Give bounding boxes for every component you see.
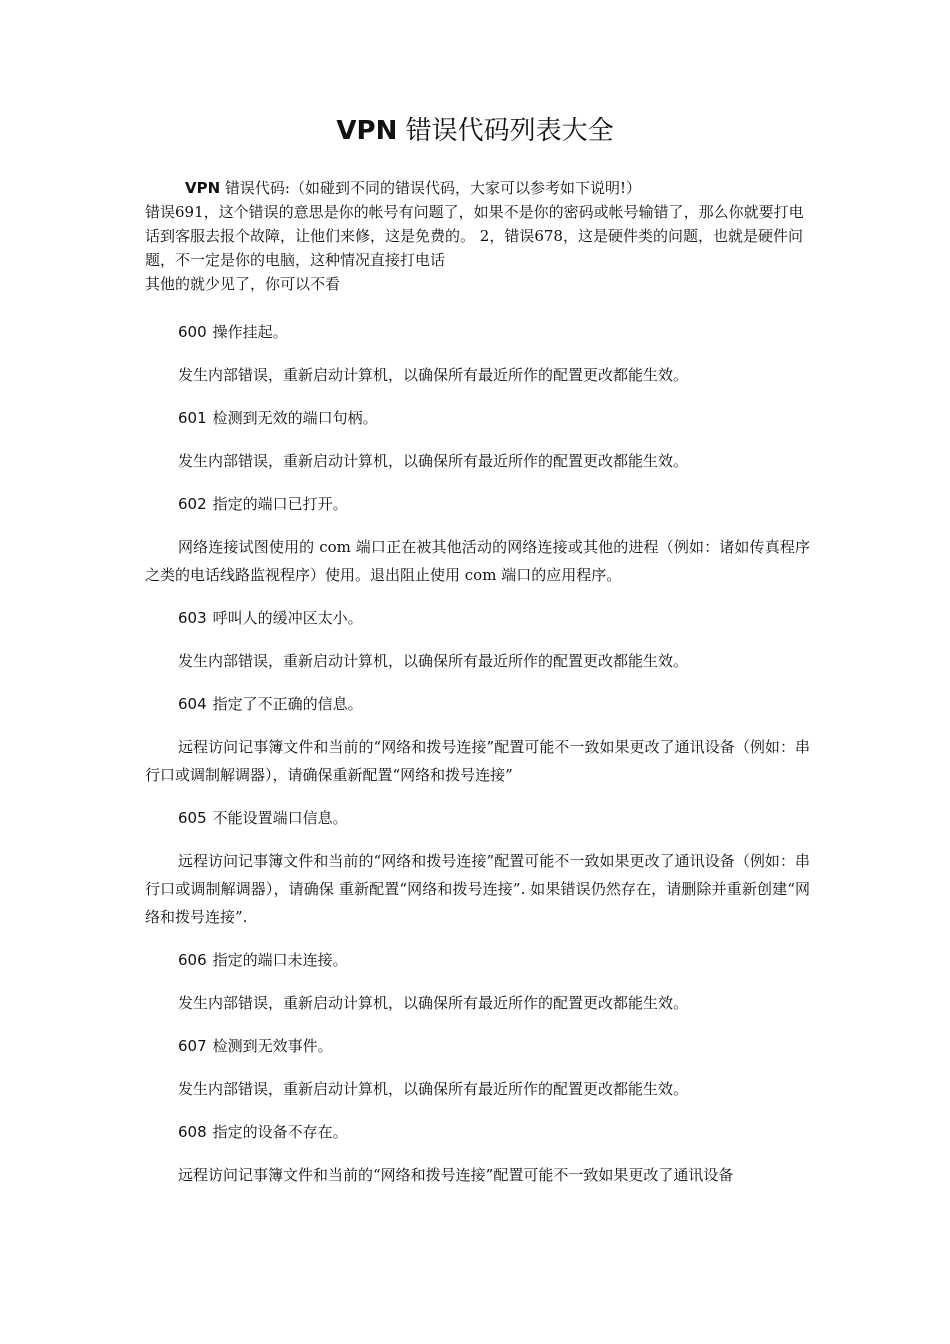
intro-section	[145, 176, 810, 296]
error-description: 发生内部错误，重新启动计算机，以确保所有最近所作的配置更改都能生效。	[178, 652, 689, 670]
error-description: 远程访问记事簿文件和当前的“网络和拨号连接”配置可能不一致如果更改了通讯设备	[178, 1166, 734, 1184]
error-description: 远程访问记事簿文件和当前的“网络和拨号连接”配置可能不一致如果更改了通讯设备（例如：串行口或调制解调器），请确保 重新配置“网络和拨号连接”. 如果错误仍然存在，请删除并重新创建“网络和拨号连接”.	[145, 852, 810, 926]
error-code-heading	[145, 490, 810, 518]
error-code: 604	[178, 695, 207, 713]
error-code: 605	[178, 809, 207, 827]
intro-lead-text: 错误代码:（如碰到不同的错误代码，大家可以参考如下说明!）	[220, 179, 642, 197]
error-code-heading	[145, 1118, 810, 1146]
error-code: 600	[178, 323, 207, 341]
error-description: 远程访问记事簿文件和当前的“网络和拨号连接”配置可能不一致如果更改了通讯设备（例如：串行口或调制解调器），请确保重新配置“网络和拨号连接”	[145, 738, 810, 784]
error-name: 操作挂起。	[212, 323, 288, 341]
error-description: 发生内部错误，重新启动计算机，以确保所有最近所作的配置更改都能生效。	[178, 1080, 689, 1098]
intro-tail: 其他的就少见了，你可以不看	[145, 275, 341, 293]
error-code: 601	[178, 409, 207, 427]
error-code: 606	[178, 951, 207, 969]
error-code-heading	[145, 404, 810, 432]
intro-lead-latin: VPN	[185, 179, 221, 197]
error-description: 发生内部错误，重新启动计算机，以确保所有最近所作的配置更改都能生效。	[178, 366, 689, 384]
intro-body: 错误691，这个错误的意思是你的帐号有问题了，如果不是你的密码或帐号输错了，那么你就要打电话到客服去报个故障，让他们来修，这是免费的。 2，错误678，这是硬件类的问题，也就是硬件问题，不一定是你的电脑，这种情况直接打电话	[145, 203, 804, 269]
error-code-heading	[145, 946, 810, 974]
error-code-heading	[145, 1032, 810, 1060]
error-name: 指定的设备不存在。	[212, 1123, 348, 1141]
error-code-heading	[145, 804, 810, 832]
title-text: 错误代码列表大全	[397, 116, 614, 146]
document-title	[0, 112, 950, 150]
error-description: 发生内部错误，重新启动计算机，以确保所有最近所作的配置更改都能生效。	[178, 452, 689, 470]
error-name: 指定了不正确的信息。	[212, 695, 363, 713]
error-name: 指定的端口未连接。	[212, 951, 348, 969]
error-code-heading	[145, 318, 810, 346]
error-code: 607	[178, 1037, 207, 1055]
error-name: 检测到无效事件。	[212, 1037, 333, 1055]
error-code: 603	[178, 609, 207, 627]
error-name: 检测到无效的端口句柄。	[212, 409, 378, 427]
error-description: 发生内部错误，重新启动计算机，以确保所有最近所作的配置更改都能生效。	[178, 994, 689, 1012]
error-code: 602	[178, 495, 207, 513]
error-code-list	[145, 318, 810, 1204]
title-latin: VPN	[336, 116, 398, 146]
error-description: 网络连接试图使用的 com 端口正在被其他活动的网络连接或其他的进程（例如：诸如传真程序之类的电话线路监视程序）使用。退出阻止使用 com 端口的应用程序。	[145, 538, 810, 584]
error-name: 不能设置端口信息。	[212, 809, 348, 827]
error-code-heading	[145, 604, 810, 632]
intro-lead	[145, 176, 810, 200]
error-name: 呼叫人的缓冲区太小。	[212, 609, 363, 627]
error-code: 608	[178, 1123, 207, 1141]
error-code-heading	[145, 690, 810, 718]
error-name: 指定的端口已打开。	[212, 495, 348, 513]
